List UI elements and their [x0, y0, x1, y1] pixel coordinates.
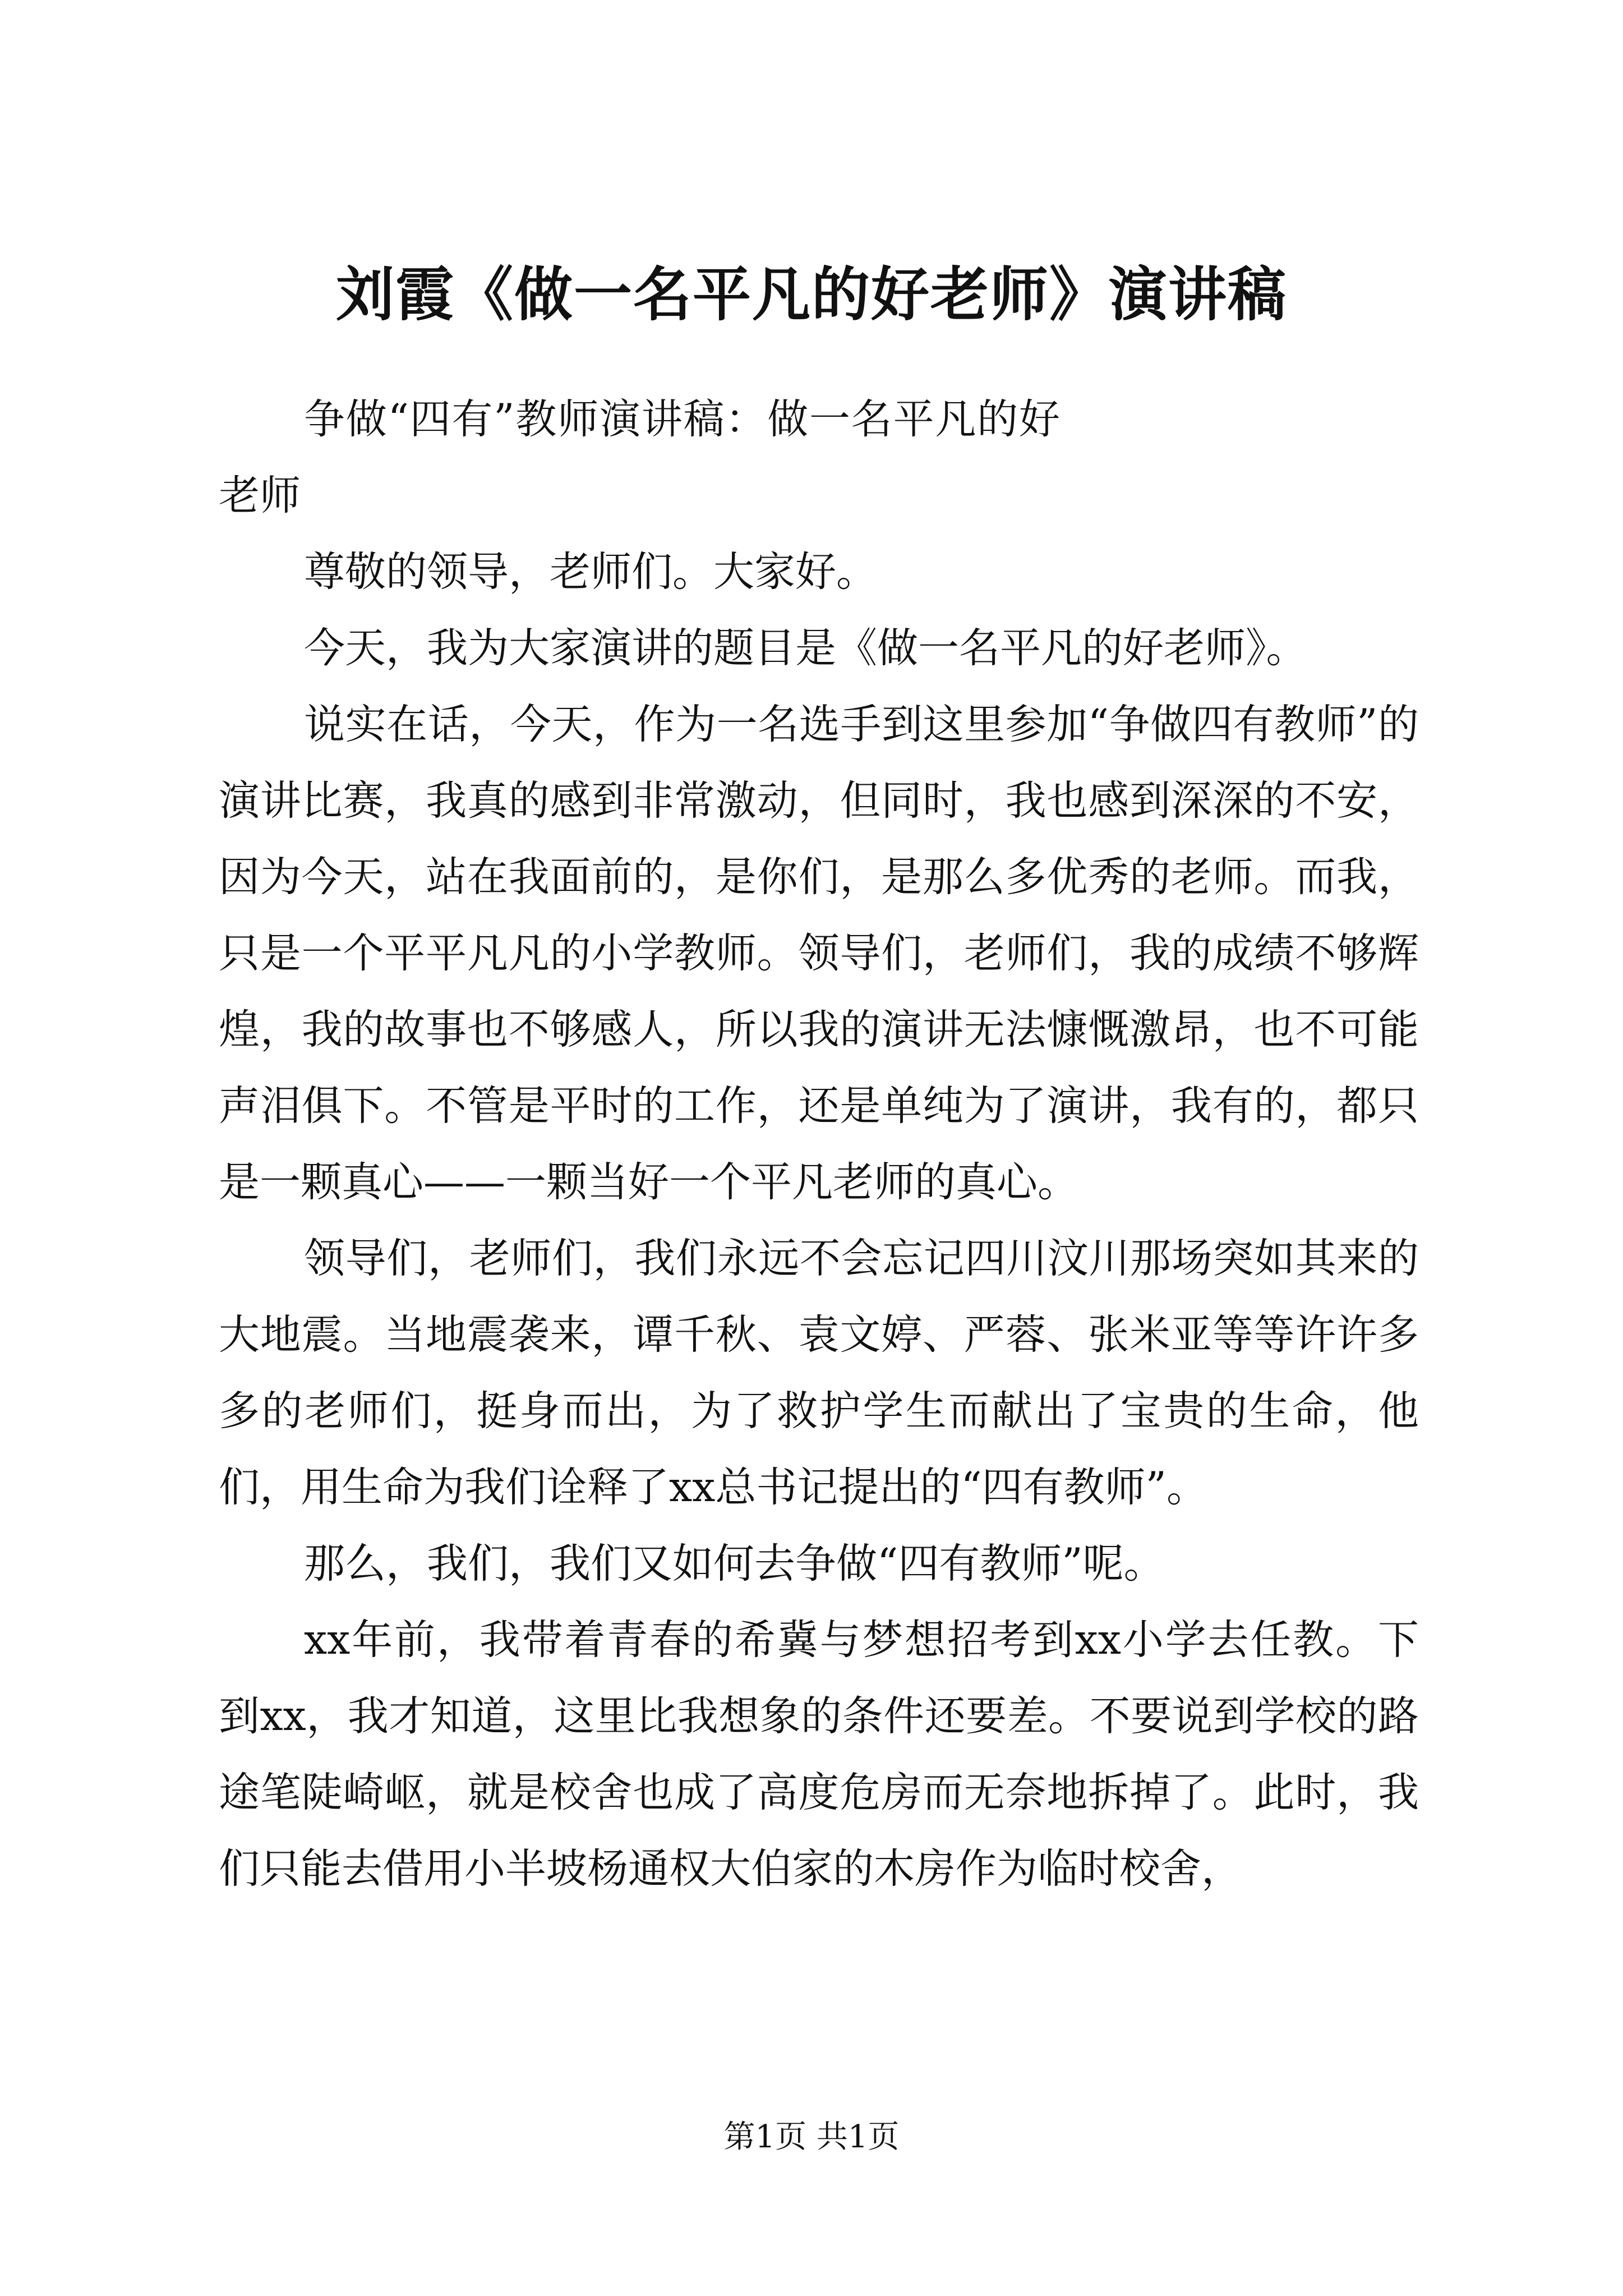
- body-paragraph: xx年前，我带着青春的希冀与梦想招考到xx小学去任教。下到xx，我才知道，这里比我想象的条件还要差。不要说到学校的路途笔陡崎岖，就是校舍也成了高度危房而无奈地拆掉了。此时，我们只能去借用小半坡杨通权大伯家的木房作为临时校舍，: [219, 1616, 1419, 1893]
- body-paragraph: 说实在话，今天，作为一名选手到这里参加“争做四有教师”的演讲比赛，我真的感到非常激动，但同时，我也感到深深的不安，因为今天，站在我面前的，是你们，是那么多优秀的老师。而我，只是一个平平凡凡的小学教师。领导们，老师们，我的成绩不够辉煌，我的故事也不够感人，所以我的演讲无法慷慨激昂，也不可能声泪俱下。不管是平时的工作，还是单纯为了演讲，我有的，都只是一颗真心——一颗当好一个平凡老师的真心。: [219, 701, 1419, 1206]
- greeting-paragraph: 尊敬的领导，老师们。大家好。: [304, 548, 877, 596]
- subtitle-paragraph: 争做“四有”教师演讲稿：做一名平凡的好老师: [219, 395, 1060, 519]
- page-number-footer: 第1页 共1页: [723, 2119, 900, 2155]
- document-title: 刘霞《做一名平凡的好老师》演讲稿: [335, 260, 1287, 329]
- document-body: [219, 381, 1419, 1907]
- body-paragraph: 领导们，老师们，我们永远不会忘记四川汶川那场突如其来的大地震。当地震袭来，谭千秋、袁文婷、严蓉、张米亚等等许许多多的老师们，挺身而出，为了救护学生而献出了宝贵的生命，他们，用生命为我们诠释了xx总书记提出的“四有教师”。: [219, 1235, 1419, 1511]
- body-paragraph: 那么，我们，我们又如何去争做“四有教师”呢。: [304, 1540, 1165, 1588]
- topic-paragraph: 今天，我为大家演讲的题目是《做一名平凡的好老师》。: [304, 624, 1307, 672]
